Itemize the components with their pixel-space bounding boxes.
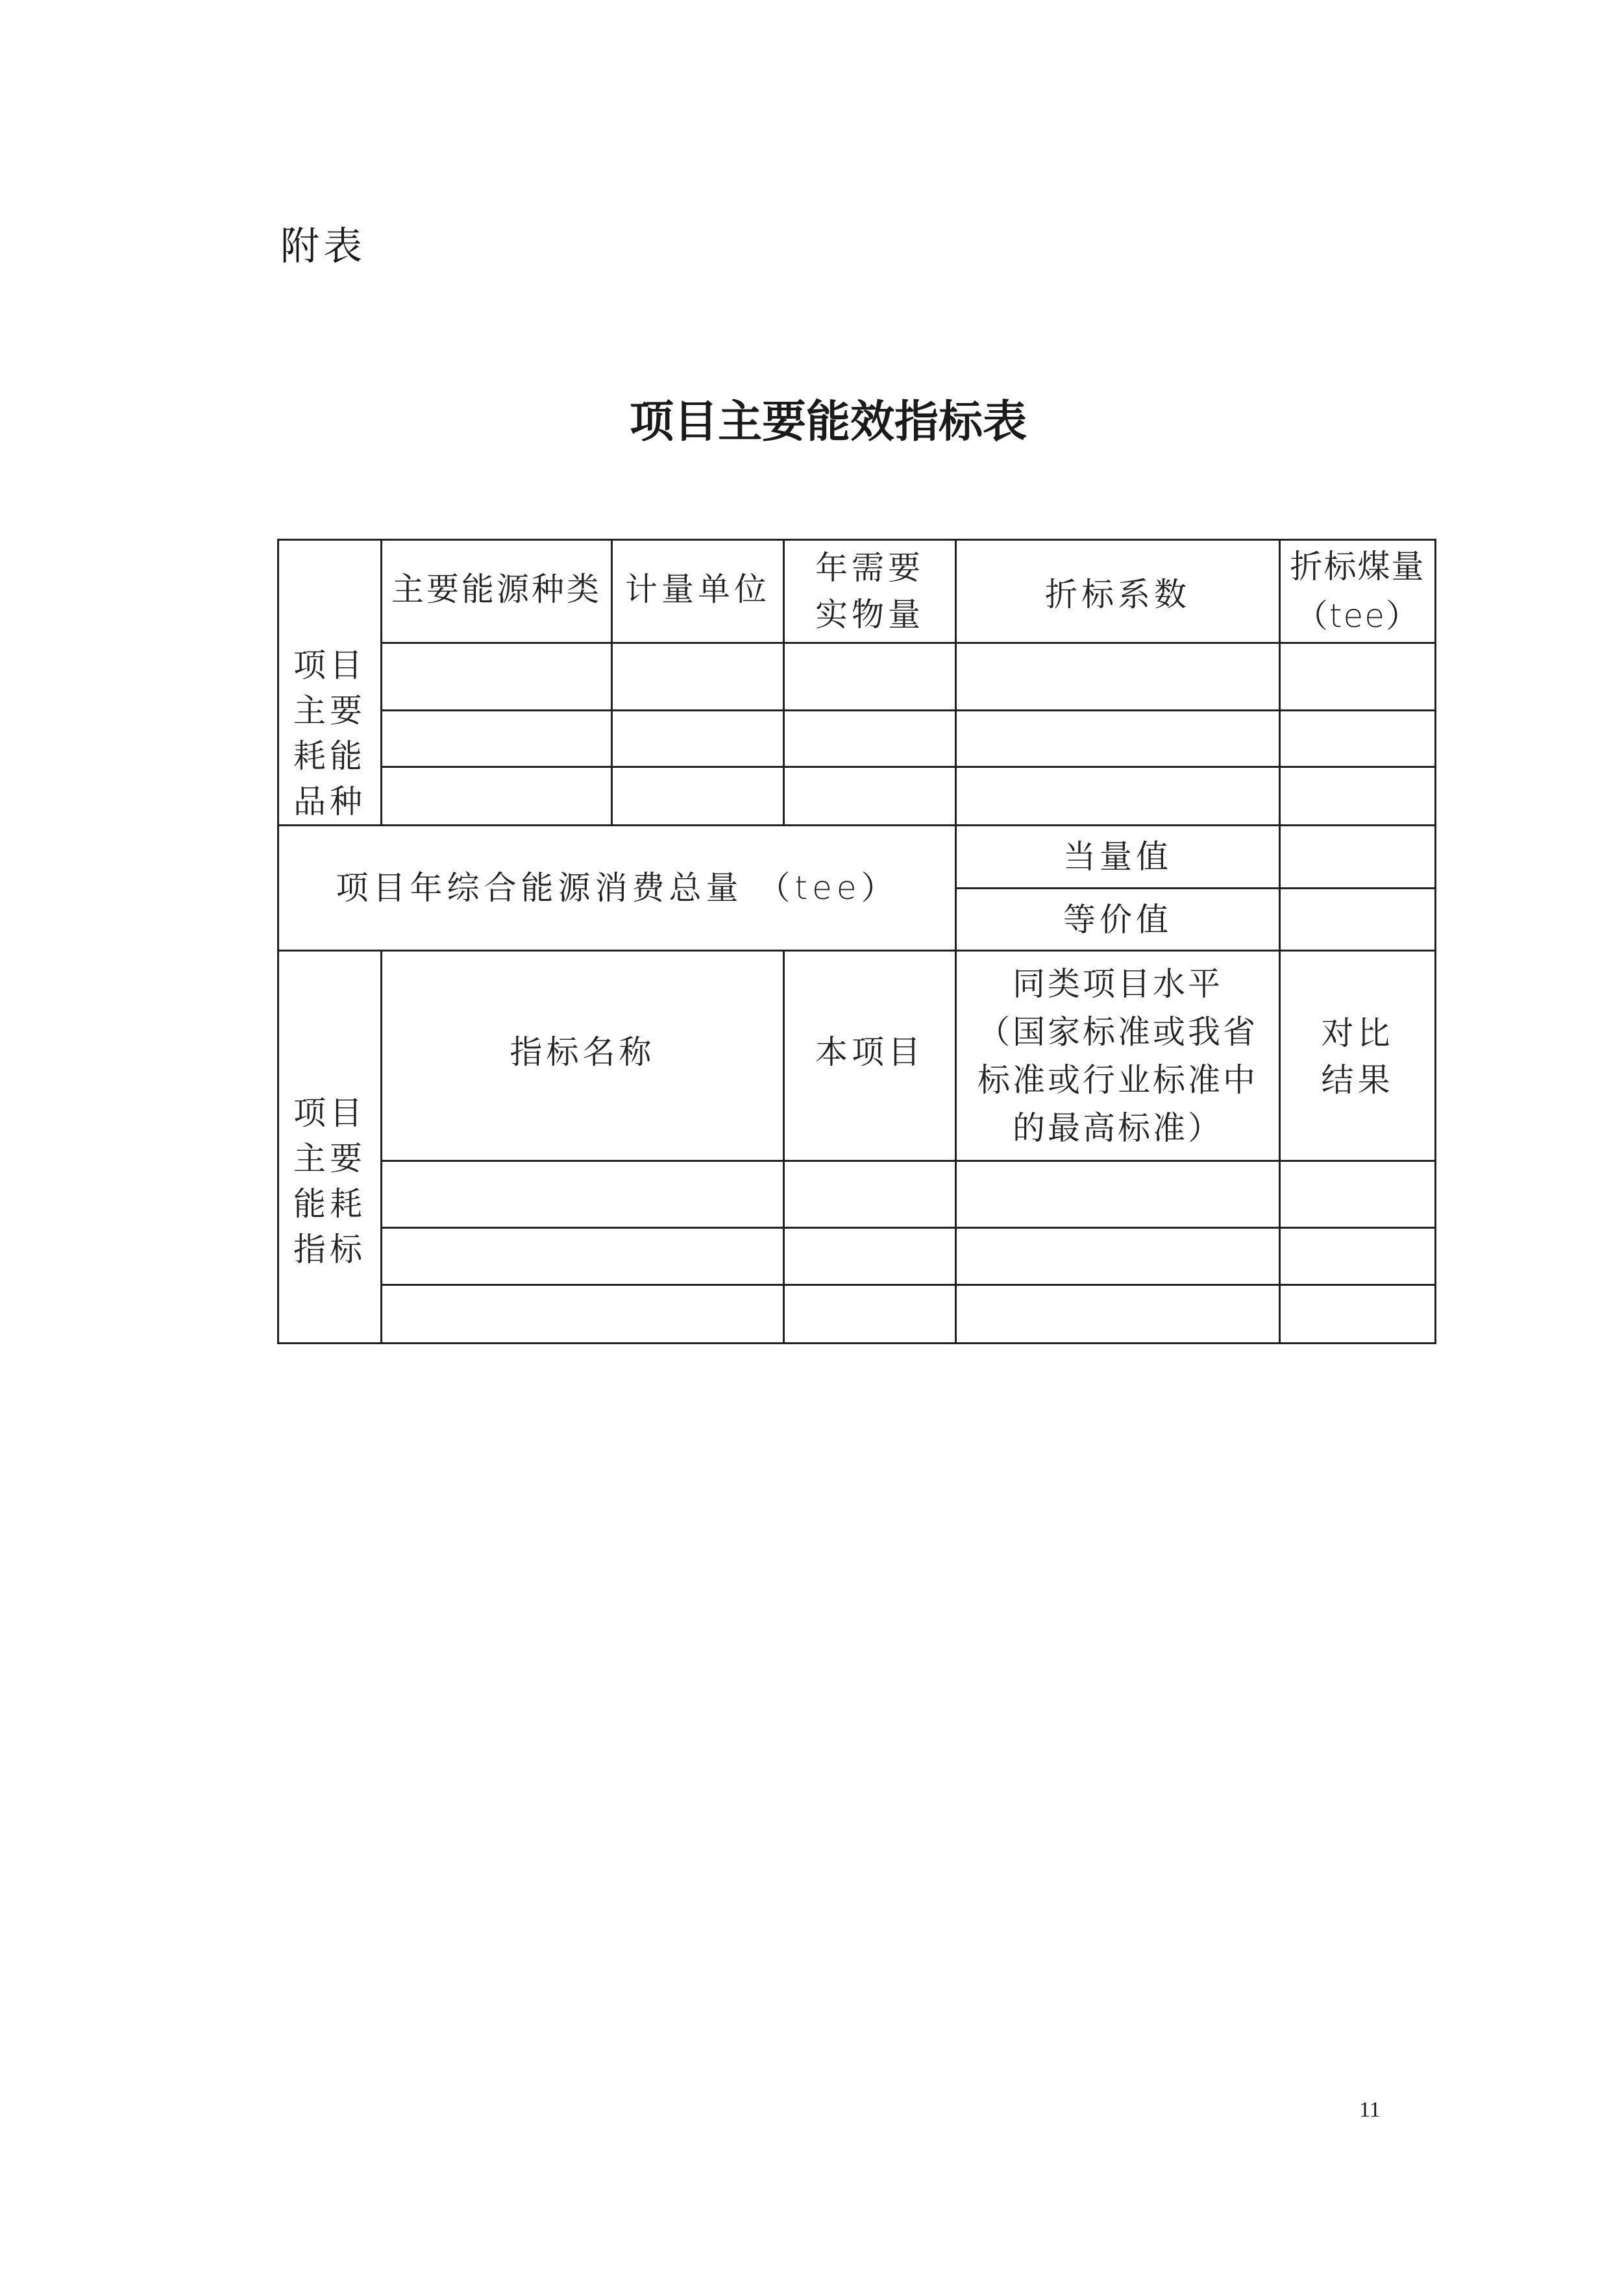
equivalent-value-label xyxy=(957,826,1279,887)
page-title: 项目主要能效指标表 xyxy=(629,396,1027,448)
header-text: 对比 xyxy=(1321,1014,1394,1052)
energy-row-1 xyxy=(382,644,1434,709)
indicator-row-1 xyxy=(382,1162,1434,1227)
header-text: 标准或行业标准中 xyxy=(978,1061,1258,1099)
row-header-line: 项目 xyxy=(293,646,366,684)
label-text: 项目年综合能源消费总量 （tee） xyxy=(336,869,898,907)
col-header-standard-coal xyxy=(1281,541,1434,642)
row-header-line: 指标 xyxy=(293,1231,366,1268)
energy-row-3 xyxy=(382,768,1434,824)
col-header-this-project xyxy=(785,952,955,1160)
row-header-line: 耗能 xyxy=(293,737,366,775)
header-text: （tee） xyxy=(1295,597,1420,635)
appendix-label: 附表 xyxy=(280,224,366,269)
col-header-unit xyxy=(613,541,783,642)
header-text: 计量单位 xyxy=(625,571,770,608)
col-header-benchmark-level xyxy=(957,952,1279,1160)
header-text: 主要能源种类 xyxy=(391,571,602,608)
section1-row-header xyxy=(279,584,380,824)
section3-row-header xyxy=(279,1090,380,1298)
row-header-line: 主要 xyxy=(293,1140,366,1177)
header-text: 结果 xyxy=(1321,1061,1394,1099)
total-consumption-label xyxy=(279,826,955,950)
header-text: 的最高标准） xyxy=(1013,1109,1223,1147)
header-text: （国家标准或我省 xyxy=(978,1013,1258,1051)
header-text: 指标名称 xyxy=(510,1033,656,1071)
col-header-conversion-factor xyxy=(957,541,1279,642)
col-header-annual-quantity xyxy=(785,541,955,642)
label-text: 当量值 xyxy=(1063,838,1172,876)
page-number: 11 xyxy=(1359,2098,1381,2122)
row-header-line: 品种 xyxy=(293,783,366,820)
header-text: 本项目 xyxy=(815,1033,924,1071)
col-header-comparison-result xyxy=(1281,952,1434,1160)
col-header-energy-type xyxy=(382,541,611,642)
header-text: 年需要 xyxy=(815,549,924,587)
row-header-line: 主要 xyxy=(293,692,366,730)
table-border-bottom xyxy=(277,1342,1436,1344)
equal-price-value-label xyxy=(957,889,1279,950)
header-text: 折标系数 xyxy=(1045,576,1190,613)
table-border-right xyxy=(1434,539,1436,1344)
header-text: 实物量 xyxy=(815,596,924,633)
equivalent-value-cell xyxy=(1281,826,1434,887)
indicator-row-3 xyxy=(382,1286,1434,1342)
energy-row-2 xyxy=(382,711,1434,766)
row-header-line: 能耗 xyxy=(293,1185,366,1223)
row-header-line: 项目 xyxy=(293,1094,366,1132)
equal-price-value-cell xyxy=(1281,889,1434,950)
indicator-row-2 xyxy=(382,1229,1434,1284)
header-text: 同类项目水平 xyxy=(1013,965,1223,1003)
label-text: 等价值 xyxy=(1063,900,1172,939)
header-text: 折标煤量 xyxy=(1290,548,1425,585)
col-header-indicator-name xyxy=(382,952,783,1160)
